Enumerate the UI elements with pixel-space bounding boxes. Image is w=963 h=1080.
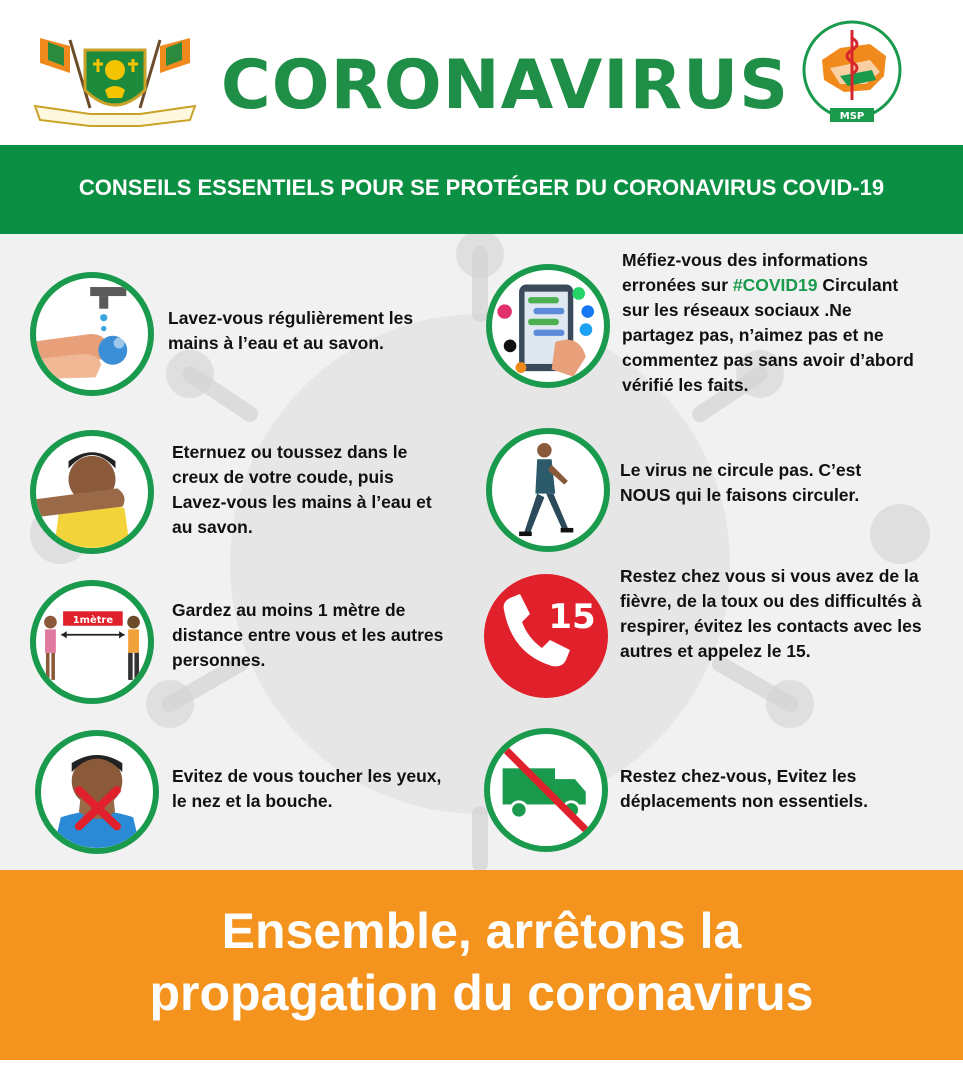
svg-text:MSP: MSP — [839, 111, 865, 122]
ministry-of-health-logo-icon — [800, 20, 905, 130]
slogan-line-1: Ensemble, arrêtons la — [221, 903, 742, 959]
tip-misinformation — [622, 248, 917, 398]
handwashing-icon — [30, 272, 154, 396]
advice-banner: CONSEILS ESSENTIELS POUR SE PROTÉGER DU CORONAVIRUS COVID-19 — [0, 145, 963, 230]
svg-text:15: 15 — [548, 597, 596, 637]
social-media-phone-icon — [486, 264, 610, 388]
tip-handwashing: Lavez-vous régulièrement les mains à l’eau et au savon. — [168, 308, 414, 353]
tip-misinformation-text-end: Circulant sur les réseaux sociaux .Ne partagez pas, n’aimez pas et ne commentez pas sans avoir d’abord vérifié les faits. — [622, 275, 914, 395]
footer-slogan — [0, 870, 963, 1060]
tip-misinformation-text-start: Méfiez-vous des informations erronées sur — [622, 250, 869, 295]
phone-15-icon — [482, 572, 610, 700]
svg-text:1mètre: 1mètre — [72, 615, 114, 627]
tip-call-15: Restez chez vous si vous avez de la fièvre, de la toux ou des difficultés à respirer, évitez les contacts avec les autres et appelez le 15. — [620, 566, 922, 661]
tip-face-touching: Evitez de vous toucher les yeux, le nez et la bouche. — [172, 766, 442, 811]
tip-virus-circulation: Le virus ne circule pas. C’est NOUS qui le faisons circuler. — [620, 460, 862, 505]
slogan-line-2: propagation du coronavirus — [149, 965, 814, 1021]
niger-coat-of-arms-icon — [30, 28, 200, 128]
tips-section — [0, 234, 963, 870]
header — [0, 0, 963, 145]
bottom-margin — [0, 1060, 963, 1080]
walking-person-icon — [486, 428, 610, 552]
tip-sneeze-elbow: Eternuez ou toussez dans le creux de votre coude, puis Lavez-vous les mains à l’eau et au savon. — [172, 442, 432, 537]
no-travel-truck-icon — [484, 728, 608, 852]
no-face-touching-icon — [35, 730, 159, 854]
tip-no-travel: Restez chez-vous, Evitez les déplacements non essentiels. — [620, 766, 869, 811]
social-distance-icon — [30, 580, 154, 704]
page-title: CORONAVIRUS — [220, 46, 790, 125]
sneeze-into-elbow-icon — [30, 430, 154, 554]
hashtag-covid19: #COVID19 — [732, 275, 818, 295]
tip-distance: Gardez au moins 1 mètre de distance entre vous et les autres personnes. — [172, 600, 444, 670]
